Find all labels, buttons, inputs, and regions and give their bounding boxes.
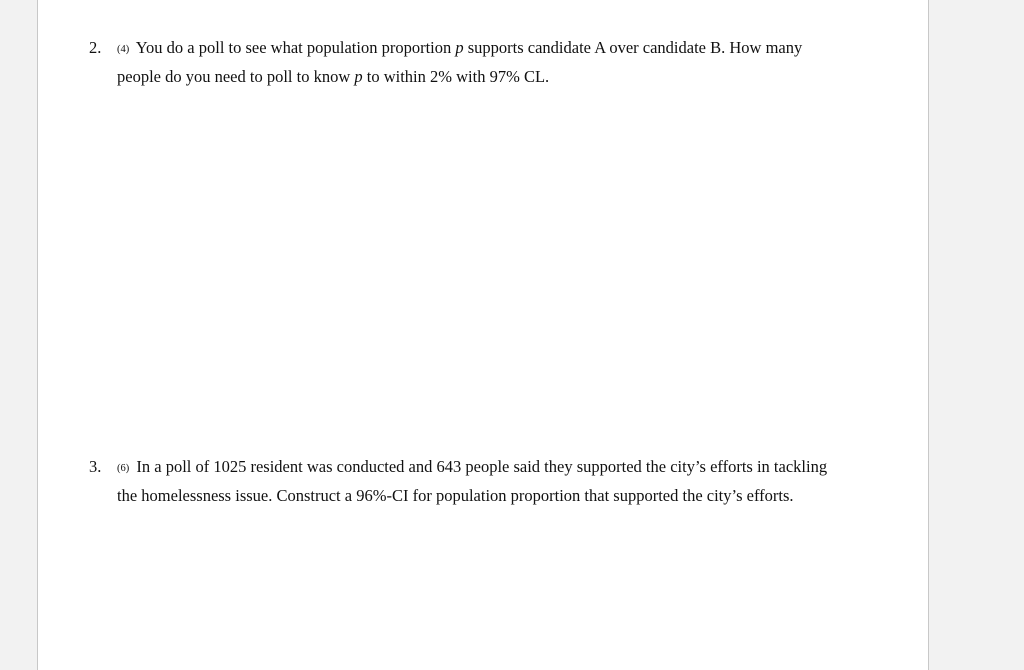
question-text (117, 35, 849, 90)
question-number: 2. (89, 38, 102, 57)
question-text-part: You do a poll to see what population proportion (135, 38, 452, 57)
question-points: (6) (117, 463, 130, 474)
question-text (117, 454, 849, 509)
question-2 (89, 35, 849, 90)
question-points: (4) (117, 44, 130, 55)
variable-p: p (455, 38, 464, 57)
question-text-part: supports candidate A over candidate B. How many people do you need to poll to know (117, 38, 803, 86)
document-page (37, 0, 929, 670)
variable-p: p (354, 66, 363, 86)
question-text-part: In a poll of 1025 resident was conducted and 643 people said they supported the city’s efforts in tackling the homelessness issue. Construct a 96%-CI for population proportion that supported the city’s efforts. (117, 457, 828, 505)
question-text-part: to within 2% with 97% CL. (366, 66, 550, 86)
question-3 (89, 454, 849, 509)
question-number: 3. (89, 457, 102, 476)
